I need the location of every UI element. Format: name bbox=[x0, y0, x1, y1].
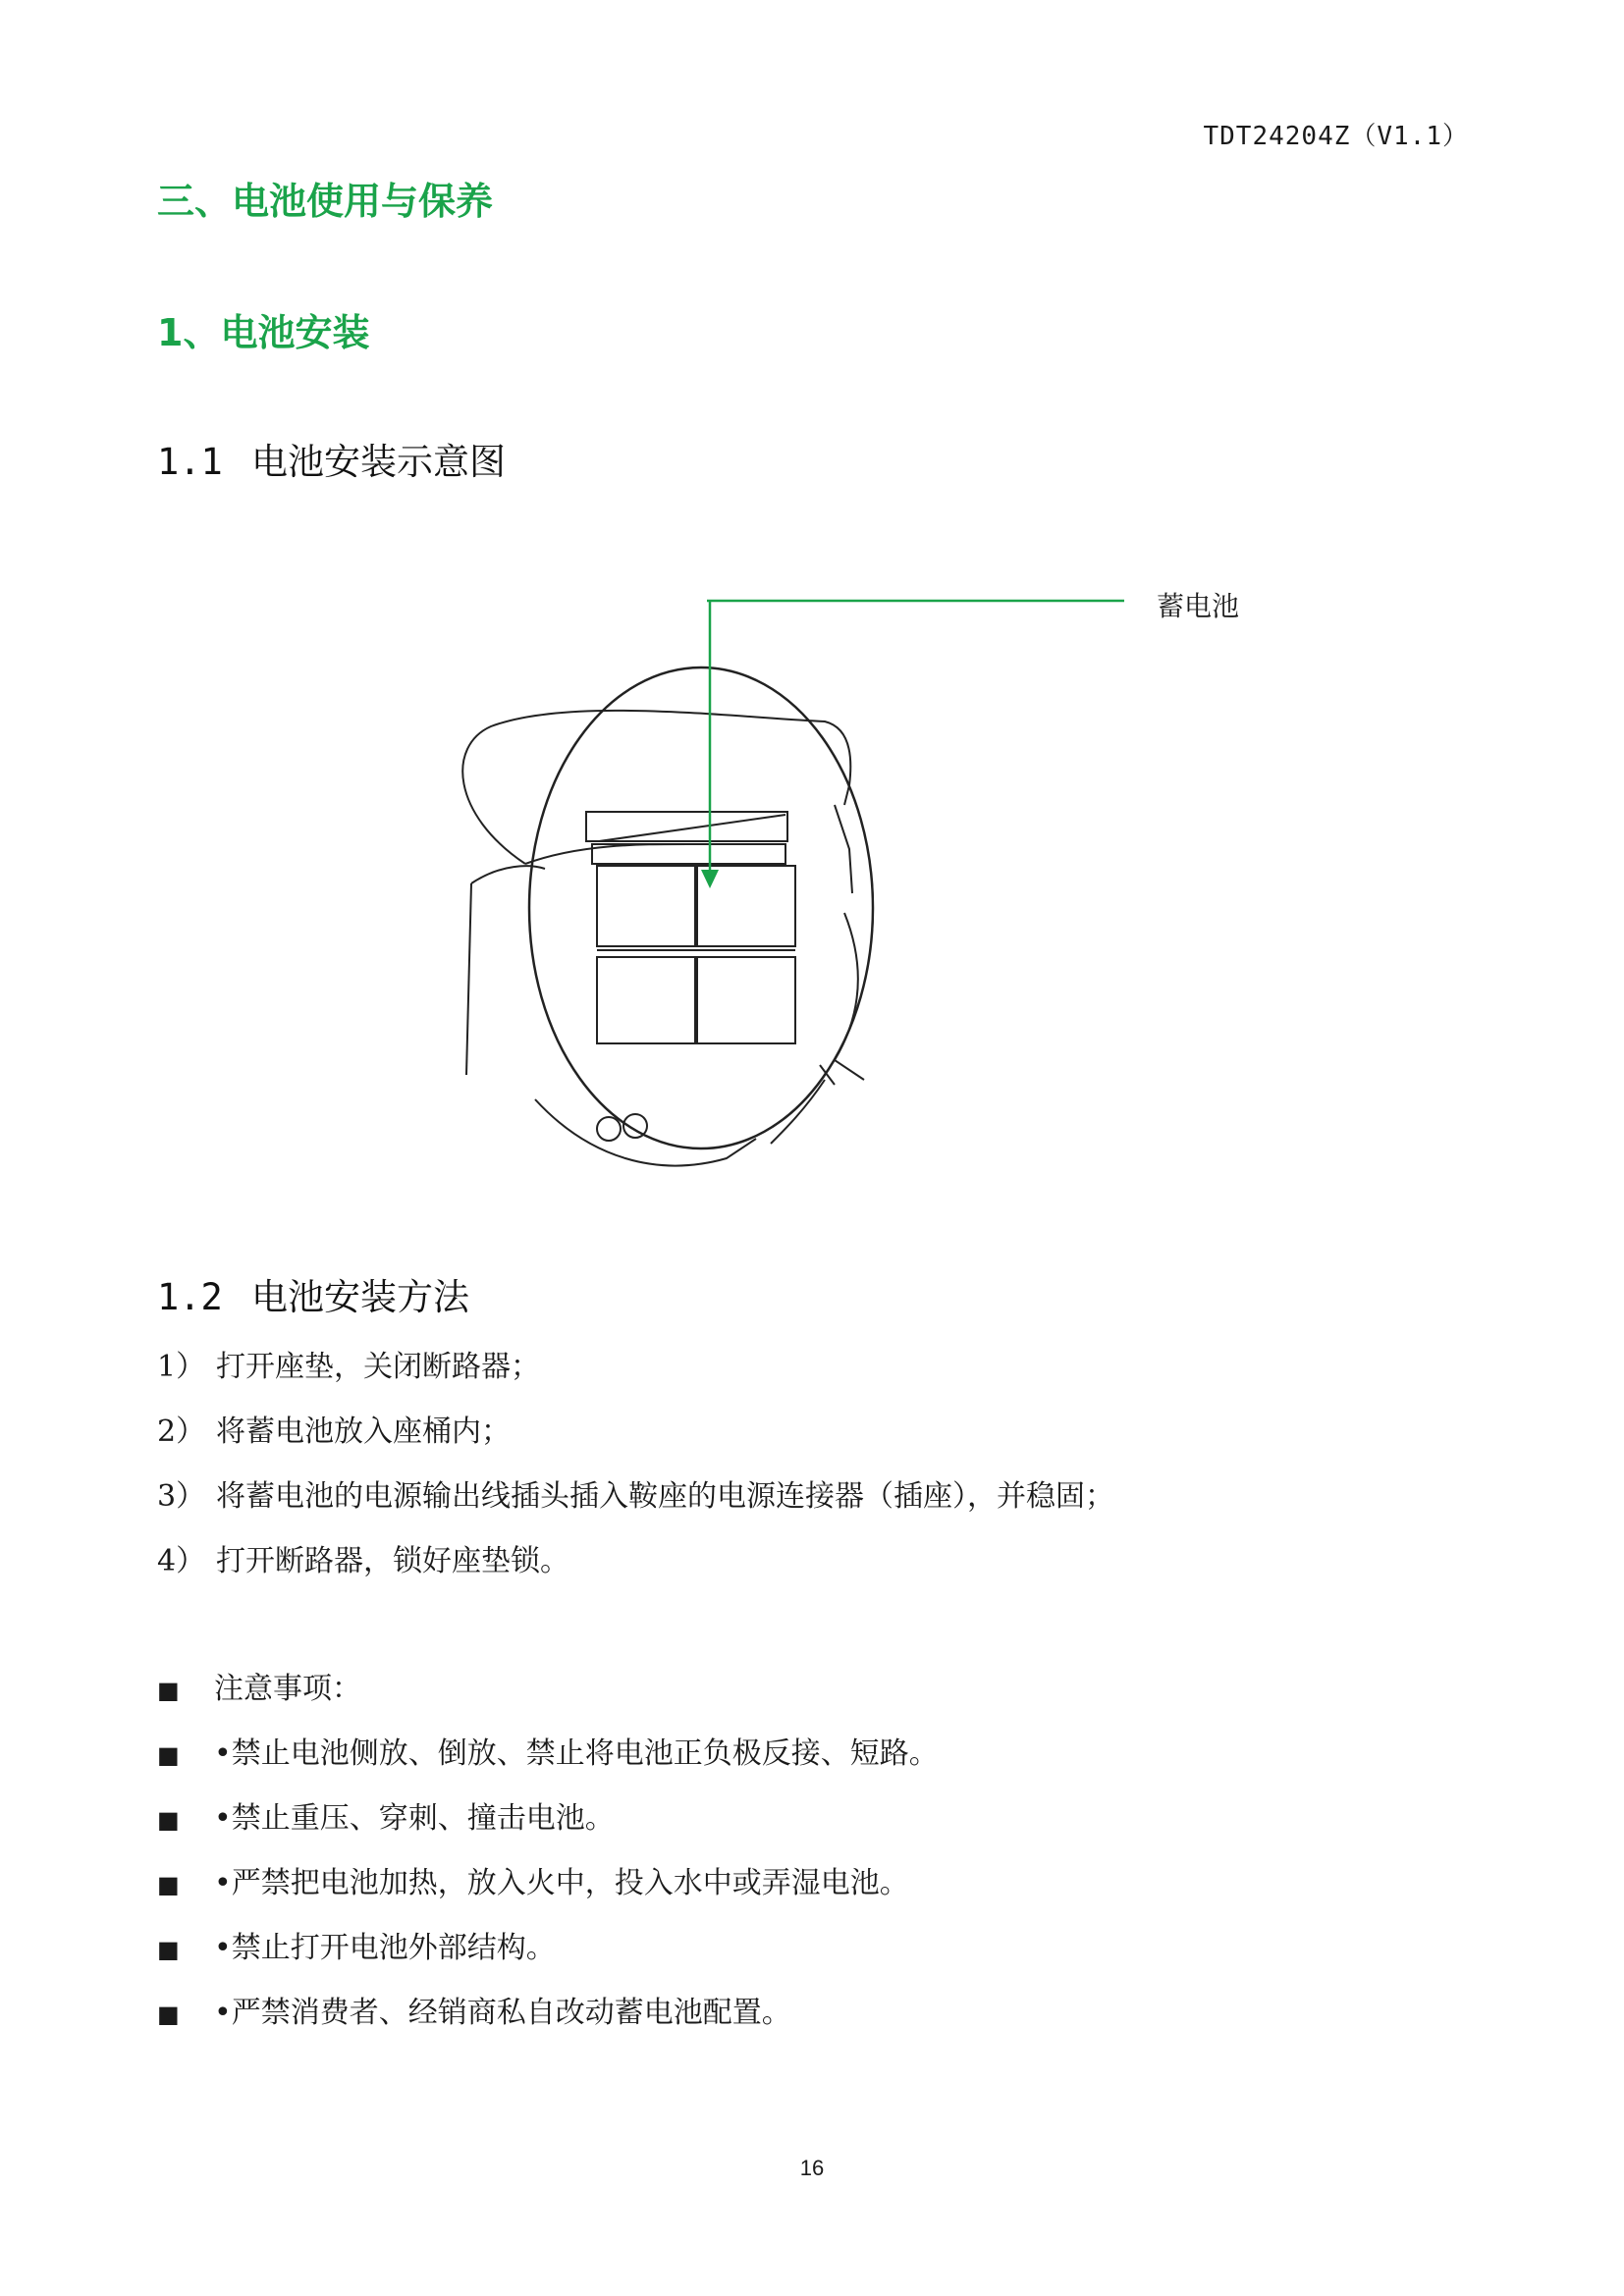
list-item: 4） 打开断路器，锁好座垫锁。 bbox=[157, 1544, 569, 1578]
square-bullet-icon: ■ bbox=[157, 2001, 180, 2028]
heading-1-1-number: 1.1 bbox=[157, 441, 223, 483]
highlight-ellipse bbox=[529, 667, 873, 1148]
battery-lid bbox=[586, 812, 787, 841]
heading-1-2-text: 电池安装方法 bbox=[251, 1276, 469, 1318]
subsection-title: 1、电池安装 bbox=[157, 311, 370, 354]
installation-steps bbox=[157, 1335, 1114, 1594]
wheel-left bbox=[597, 1117, 621, 1141]
list-item: 1） 打开座垫，关闭断路器； bbox=[157, 1350, 540, 1384]
list-item: ■ •禁止重压、穿刺、撞击电池。 bbox=[157, 1787, 939, 1851]
square-bullet-icon: ■ bbox=[157, 1871, 180, 1898]
lid-diagonal bbox=[599, 815, 785, 841]
square-bullet-icon: ■ bbox=[157, 1741, 180, 1769]
square-bullet-icon: ■ bbox=[157, 1677, 180, 1704]
list-item: ■ 注意事项： bbox=[157, 1657, 939, 1722]
seat-inner-line bbox=[525, 844, 687, 864]
callout-label: 蓄电池 bbox=[1157, 590, 1240, 622]
list-item: ■ •禁止打开电池外部结构。 bbox=[157, 1916, 939, 1981]
heading-1-2-number: 1.2 bbox=[157, 1276, 223, 1318]
doc-code: TDT24204Z（V1.1） bbox=[1203, 122, 1469, 151]
list-item: ■ •严禁把电池加热，放入火中，投入水中或弄湿电池。 bbox=[157, 1851, 939, 1916]
battery-cell-4 bbox=[697, 957, 795, 1043]
square-bullet-icon: ■ bbox=[157, 1806, 180, 1834]
list-item: 2） 将蓄电池放入座桶内； bbox=[157, 1415, 511, 1449]
battery-cell-3 bbox=[597, 957, 695, 1043]
frame-left bbox=[466, 883, 471, 1075]
callout-arrow-head bbox=[701, 870, 719, 888]
heading-1-1 bbox=[157, 432, 506, 485]
heading-1-1-text: 电池安装示意图 bbox=[251, 441, 506, 483]
precautions-list bbox=[157, 1657, 939, 2046]
list-item: 3） 将蓄电池的电源输出线插头插入鞍座的电源连接器（插座），并稳固； bbox=[157, 1479, 1114, 1514]
section-title: 三、电池使用与保养 bbox=[157, 180, 494, 223]
frame-right bbox=[835, 805, 852, 893]
list-item: ■ •禁止电池侧放、倒放、禁止将电池正负极反接、短路。 bbox=[157, 1722, 939, 1787]
battery-installation-diagram bbox=[432, 550, 1276, 1178]
battery-top-tray bbox=[592, 844, 785, 864]
heading-1-2 bbox=[157, 1267, 469, 1320]
battery-cell-1 bbox=[597, 866, 695, 946]
frame-lower bbox=[471, 866, 545, 883]
list-item: ■ •严禁消费者、经销商私自改动蓄电池配置。 bbox=[157, 1981, 939, 2046]
page-number: 16 bbox=[799, 2156, 825, 2180]
square-bullet-icon: ■ bbox=[157, 1936, 180, 1963]
frame-right-detail bbox=[771, 1065, 835, 1144]
